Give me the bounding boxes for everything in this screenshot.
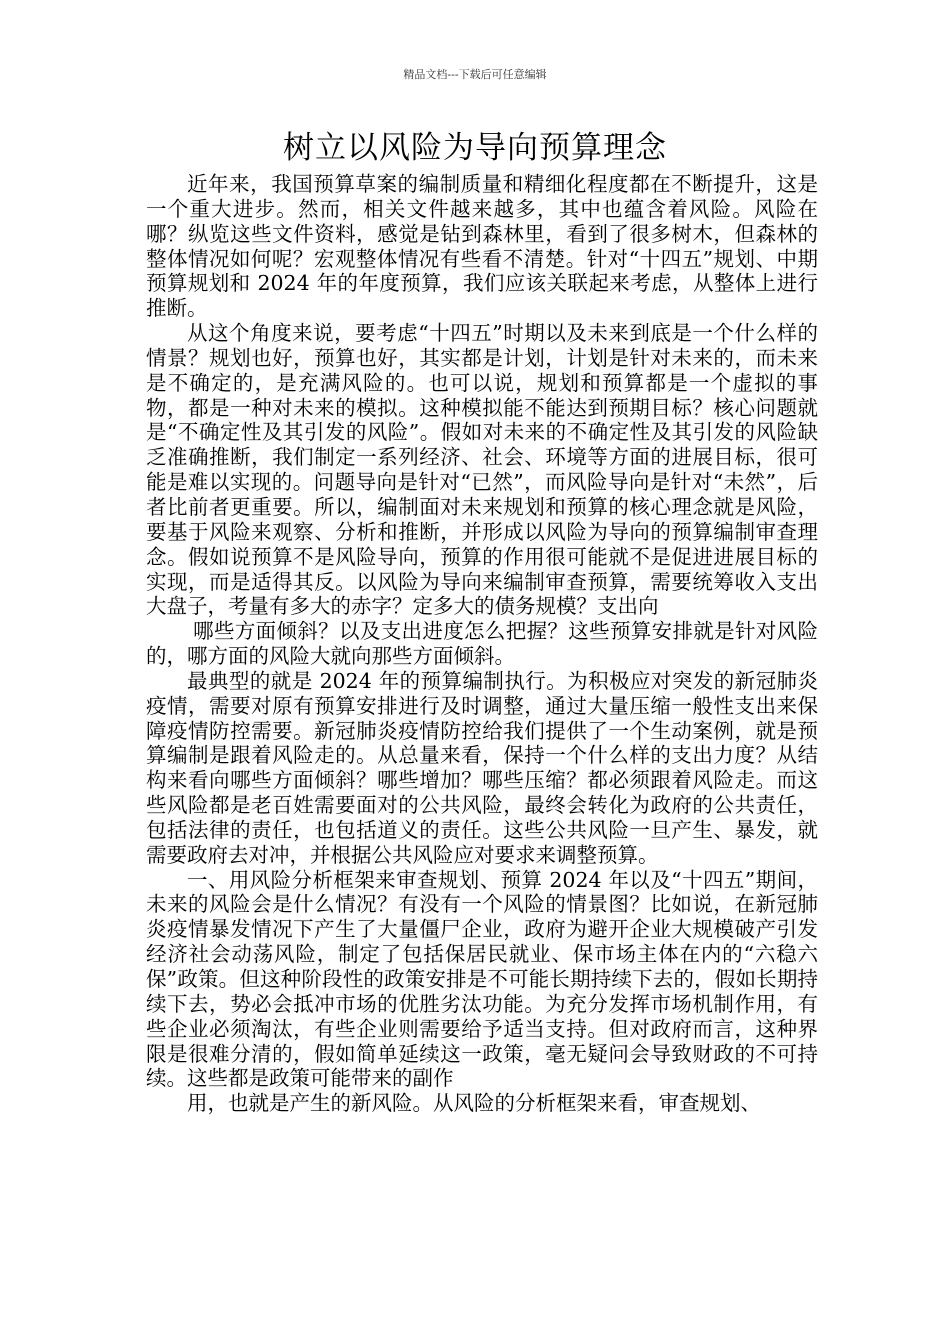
paragraph-section-one: 一、用风险分析框架来审查规划、预算 2024 年以及“十四五”期间，未来的风险会是什么情况？有没有一个风险的情景图？比如说，在新冠肺炎疫情暴发情况下产生了大量僵尸企业，政府为避开企业大规模破产引发经济社会动荡风险，制定了包括保居民就业、保市场主体在内的“六稳六保”政策。但这种阶段性的政策安排是不可能长期持续下去的，假如长期持续下去，势必会抵冲市场的优胜劣汰功能。为充分发挥市场机制作用，有些企业必须淘汰，有些企业则需要给予适当支持。但对政府而言，这种界限是很难分清的，假如简单延续这一政策，毫无疑问会导致财政的不可持续。这些都是政策可能带来的副作 [146,867,818,1091]
paragraph-last-line: 用，也就是产生的新风险。从风险的分析框架来看，审查规划、 [187,1091,761,1116]
paragraph-continuation: 哪些方面倾斜？以及支出进度怎么把握？这些预算安排就是针对风险的，哪方面的风险大就向那些方面倾斜。 [146,619,818,669]
document-title: 树立以风险为导向预算理念 [283,130,667,166]
paragraph-example: 最典型的就是 2024 年的预算编制执行。为积极应对突发的新冠肺炎疫情，需要对原有预算安排进行及时调整，通过大量压缩一般性支出来保障疫情防控需要。新冠肺炎疫情防控给我们提供了一个生动案例，就是预算编制是跟着风险走的。从总量来看，保持一个什么样的支出力度？从结构来看向哪些方面倾斜？哪些增加？哪些压缩？都必须跟着风险走。而这些风险都是老百姓需要面对的公共风险，最终会转化为政府的公共责任，包括法律的责任，也包括道义的责任。这些公共风险一旦产生、暴发，就需要政府去对冲，并根据公共风险应对要求来调整预算。 [146,668,818,867]
page-header: 精品文档---下载后可任意编辑 [403,68,547,81]
paragraph-scenario: 从这个角度来说，要考虑“十四五”时期以及未来到底是一个什么样的情景？规划也好，预算也好，其实都是计划，计划是针对未来的，而未来是不确定的，是充满风险的。也可以说，规划和预算都是一个虚拟的事物，都是一种对未来的模拟。这种模拟能不能达到预期目标？核心问题就是“不确定性及其引发的风险”。假如对未来的不确定性及其引发的风险缺乏准确推断，我们制定一系列经济、社会、环境等方面的进展目标，很可能是难以实现的。问题导向是针对“已然”，而风险导向是针对“未然”，后者比前者更重要。所以，编制面对未来规划和预算的核心理念就是风险，要基于风险来观察、分析和推断，并形成以风险为导向的预算编制审查理念。假如说预算不是风险导向，预算的作用很可能就不是促进进展目标的实现，而是适得其反。以风险为导向来编制审查预算，需要统筹收入支出大盘子，考量有多大的赤字？定多大的债务规模？支出向 [146,321,818,619]
document-body [146,172,818,1116]
paragraph-intro: 近年来，我国预算草案的编制质量和精细化程度都在不断提升，这是一个重大进步。然而，相关文件越来越多，其中也蕴含着风险。风险在哪？纵览这些文件资料，感觉是钻到森林里，看到了很多树木，但森林的整体情况如何呢？宏观整体情况有些看不清楚。针对“十四五”规划、中期预算规划和 2024 年的年度预算，我们应该关联起来考虑，从整体上进行推断。 [146,172,818,321]
